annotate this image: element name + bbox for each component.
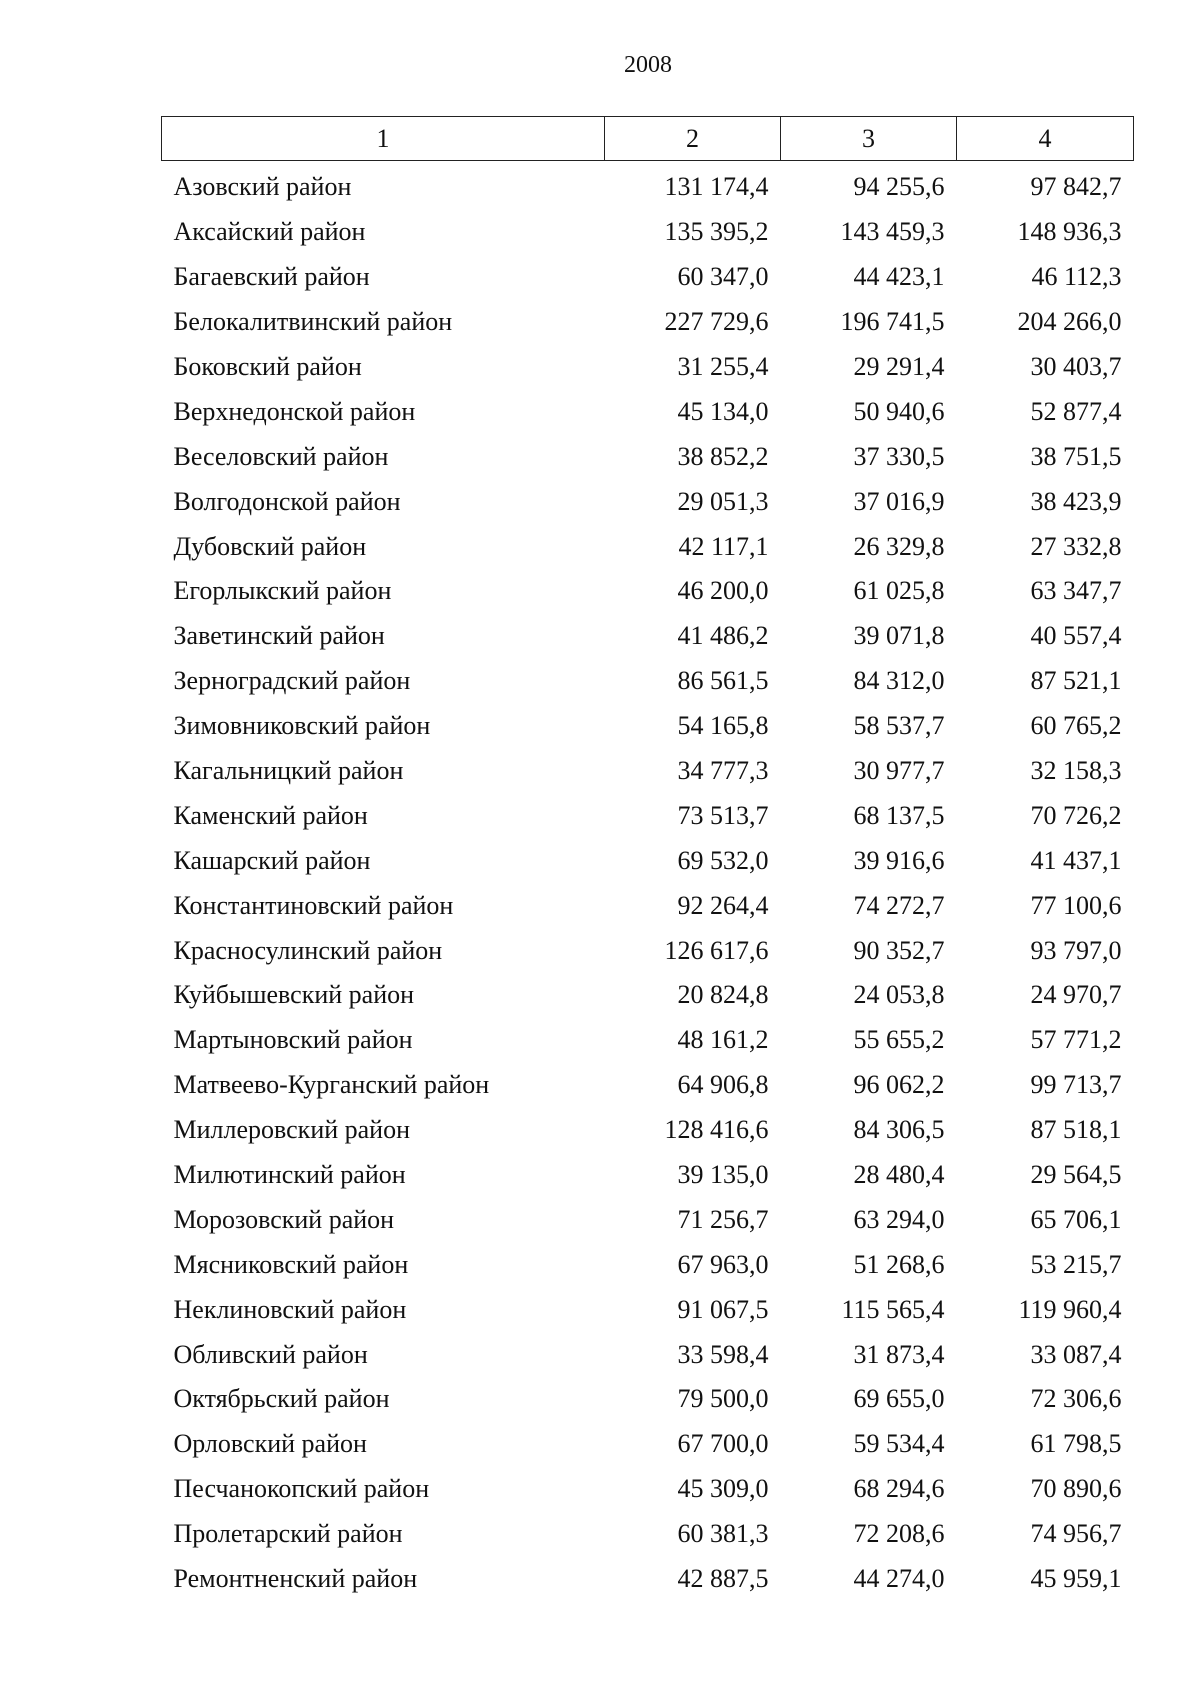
value-cell-col3: 30 977,7 xyxy=(853,756,945,786)
value-cell-col4: 148 936,3 xyxy=(1017,217,1122,247)
value-cell-col3: 72 208,6 xyxy=(853,1519,945,1549)
district-name-cell: Константиновский район xyxy=(173,890,454,920)
table-header xyxy=(162,117,1134,161)
table-row xyxy=(162,793,1134,838)
table-row xyxy=(162,1108,1134,1153)
table-row xyxy=(162,1287,1134,1332)
value-cell-col3: 39 916,6 xyxy=(853,845,945,875)
district-name-cell: Кашарский район xyxy=(173,845,371,875)
header-row xyxy=(162,117,1134,161)
value-cell-col2: 45 309,0 xyxy=(677,1474,769,1504)
table-row xyxy=(162,973,1134,1018)
table-row xyxy=(162,210,1134,255)
value-cell-col2: 79 500,0 xyxy=(677,1384,769,1414)
column-header-3: 3 xyxy=(781,117,957,161)
table-row xyxy=(162,928,1134,973)
value-cell-col2: 33 598,4 xyxy=(677,1339,769,1369)
value-cell-col4: 119 960,4 xyxy=(1018,1294,1122,1324)
district-name-cell: Заветинский район xyxy=(173,621,385,651)
value-cell-col2: 71 256,7 xyxy=(677,1204,769,1234)
table-body xyxy=(162,161,1134,1602)
table-row xyxy=(162,345,1134,390)
value-cell-col2: 128 416,6 xyxy=(664,1115,769,1145)
district-name-cell: Аксайский район xyxy=(173,217,366,247)
district-name-cell: Белокалитвинский район xyxy=(173,307,453,337)
table-row xyxy=(162,1197,1134,1242)
value-cell-col4: 24 970,7 xyxy=(1030,980,1122,1010)
district-name-cell: Морозовский район xyxy=(173,1204,395,1234)
district-name-cell: Пролетарский район xyxy=(173,1519,403,1549)
district-name-cell: Матвеево-Курганский район xyxy=(173,1070,490,1100)
value-cell-col4: 41 437,1 xyxy=(1030,845,1122,875)
value-cell-col4: 72 306,6 xyxy=(1030,1384,1122,1414)
district-name-cell: Мясниковский район xyxy=(173,1249,409,1279)
value-cell-col4: 77 100,6 xyxy=(1030,890,1122,920)
table-row xyxy=(162,524,1134,569)
district-name-cell: Миллеровский район xyxy=(173,1115,411,1145)
value-cell-col3: 44 423,1 xyxy=(853,262,945,292)
value-cell-col4: 70 890,6 xyxy=(1030,1474,1122,1504)
value-cell-col3: 28 480,4 xyxy=(853,1160,945,1190)
value-cell-col3: 68 137,5 xyxy=(853,800,945,830)
value-cell-col2: 48 161,2 xyxy=(677,1025,769,1055)
value-cell-col3: 59 534,4 xyxy=(853,1429,945,1459)
column-header-1: 1 xyxy=(162,117,605,161)
district-name-cell: Куйбышевский район xyxy=(173,980,415,1010)
value-cell-col3: 26 329,8 xyxy=(853,531,945,561)
value-cell-col3: 69 655,0 xyxy=(853,1384,945,1414)
value-cell-col2: 42 887,5 xyxy=(677,1564,769,1594)
value-cell-col2: 60 381,3 xyxy=(677,1519,769,1549)
value-cell-col4: 61 798,5 xyxy=(1030,1429,1122,1459)
table-row xyxy=(162,704,1134,749)
value-cell-col2: 64 906,8 xyxy=(677,1070,769,1100)
value-cell-col4: 46 112,3 xyxy=(1031,262,1122,292)
value-cell-col3: 74 272,7 xyxy=(853,890,945,920)
district-name-cell: Азовский район xyxy=(173,172,352,202)
value-cell-col2: 42 117,1 xyxy=(678,531,769,561)
value-cell-col4: 27 332,8 xyxy=(1030,531,1122,561)
value-cell-col4: 29 564,5 xyxy=(1030,1160,1122,1190)
value-cell-col4: 38 423,9 xyxy=(1030,486,1122,516)
value-cell-col4: 32 158,3 xyxy=(1030,756,1122,786)
table-row xyxy=(162,569,1134,614)
district-name-cell: Егорлыкский район xyxy=(173,576,392,606)
column-header-4: 4 xyxy=(957,117,1134,161)
district-name-cell: Волгодонской район xyxy=(173,486,401,516)
value-cell-col3: 29 291,4 xyxy=(853,352,945,381)
value-cell-col4: 45 959,1 xyxy=(1030,1564,1122,1594)
value-cell-col4: 33 087,4 xyxy=(1030,1339,1122,1369)
table-row xyxy=(162,614,1134,659)
value-cell-col2: 126 617,6 xyxy=(664,935,769,965)
value-cell-col3: 90 352,7 xyxy=(853,935,945,965)
value-cell-col3: 58 537,7 xyxy=(853,711,945,741)
district-name-cell: Каменский район xyxy=(173,800,368,830)
table-row xyxy=(162,1377,1134,1422)
table-row xyxy=(162,300,1134,345)
value-cell-col4: 93 797,0 xyxy=(1030,935,1122,965)
value-cell-col4: 57 771,2 xyxy=(1030,1025,1122,1055)
district-data-table xyxy=(161,116,1134,1602)
district-name-cell: Октябрьский район xyxy=(173,1384,390,1414)
value-cell-col2: 67 963,0 xyxy=(677,1249,769,1279)
value-cell-col2: 54 165,8 xyxy=(677,711,769,741)
value-cell-col3: 68 294,6 xyxy=(853,1474,945,1504)
value-cell-col3: 37 330,5 xyxy=(853,441,945,471)
value-cell-col2: 92 264,4 xyxy=(677,890,769,920)
value-cell-col3: 24 053,8 xyxy=(853,980,945,1010)
district-name-cell: Кагальницкий район xyxy=(173,756,404,786)
table-row xyxy=(162,389,1134,434)
table-row xyxy=(162,1557,1134,1602)
value-cell-col3: 44 274,0 xyxy=(853,1564,945,1594)
value-cell-col4: 99 713,7 xyxy=(1030,1070,1122,1100)
table-row xyxy=(162,1512,1134,1557)
district-name-cell: Дубовский район xyxy=(173,531,367,561)
value-cell-col2: 46 200,0 xyxy=(677,576,769,606)
value-cell-col4: 87 518,1 xyxy=(1030,1115,1122,1145)
value-cell-col3: 37 016,9 xyxy=(853,486,945,516)
table-row xyxy=(162,1467,1134,1512)
value-cell-col2: 31 255,4 xyxy=(677,352,769,381)
district-name-cell: Мартыновский район xyxy=(173,1025,413,1055)
table-row xyxy=(162,255,1134,300)
value-cell-col2: 227 729,6 xyxy=(664,307,769,337)
value-cell-col3: 143 459,3 xyxy=(840,217,945,247)
value-cell-col2: 131 174,4 xyxy=(664,172,769,202)
value-cell-col4: 87 521,1 xyxy=(1030,666,1122,696)
table-row xyxy=(162,1153,1134,1198)
district-name-cell: Зимовниковский район xyxy=(173,711,431,741)
table-row xyxy=(162,1018,1134,1063)
value-cell-col4: 40 557,4 xyxy=(1030,621,1122,651)
value-cell-col2: 135 395,2 xyxy=(664,217,769,247)
value-cell-col2: 41 486,2 xyxy=(677,621,769,651)
value-cell-col4: 74 956,7 xyxy=(1030,1519,1122,1549)
value-cell-col2: 91 067,5 xyxy=(677,1294,769,1324)
table-row xyxy=(162,659,1134,704)
value-cell-col2: 34 777,3 xyxy=(677,756,769,786)
value-cell-col2: 45 134,0 xyxy=(677,396,769,426)
table-row xyxy=(162,883,1134,928)
value-cell-col4: 52 877,4 xyxy=(1030,396,1122,426)
value-cell-col4: 97 842,7 xyxy=(1030,172,1122,202)
value-cell-col3: 84 306,5 xyxy=(853,1115,945,1145)
value-cell-col4: 30 403,7 xyxy=(1030,352,1122,381)
value-cell-col2: 69 532,0 xyxy=(677,845,769,875)
value-cell-col3: 55 655,2 xyxy=(853,1025,945,1055)
value-cell-col3: 61 025,8 xyxy=(853,576,945,606)
district-name-cell: Орловский район xyxy=(173,1429,367,1459)
value-cell-col2: 73 513,7 xyxy=(677,800,769,830)
value-cell-col3: 51 268,6 xyxy=(853,1249,945,1279)
value-cell-col4: 63 347,7 xyxy=(1030,576,1122,606)
district-name-cell: Верхнедонской район xyxy=(173,396,416,426)
table-row xyxy=(162,161,1134,210)
value-cell-col2: 29 051,3 xyxy=(677,486,769,516)
value-cell-col3: 115 565,4 xyxy=(841,1294,945,1324)
value-cell-col2: 39 135,0 xyxy=(677,1160,769,1190)
value-cell-col4: 53 215,7 xyxy=(1030,1249,1122,1279)
table-row xyxy=(162,479,1134,524)
value-cell-col4: 65 706,1 xyxy=(1030,1204,1122,1234)
value-cell-col3: 196 741,5 xyxy=(840,307,945,337)
data-table-container xyxy=(161,116,1133,1602)
value-cell-col3: 50 940,6 xyxy=(853,396,945,426)
page-number: 2008 xyxy=(624,52,672,78)
value-cell-col4: 60 765,2 xyxy=(1030,711,1122,741)
district-name-cell: Боковский район xyxy=(173,352,362,381)
table-row xyxy=(162,749,1134,794)
table-row xyxy=(162,1242,1134,1287)
table-row xyxy=(162,1422,1134,1467)
district-name-cell: Красносулинский район xyxy=(173,935,443,965)
value-cell-col2: 60 347,0 xyxy=(677,262,769,292)
column-header-2: 2 xyxy=(605,117,781,161)
value-cell-col2: 86 561,5 xyxy=(677,666,769,696)
district-name-cell: Неклиновский район xyxy=(173,1294,407,1324)
district-name-cell: Обливский район xyxy=(173,1339,368,1369)
district-name-cell: Веселовский район xyxy=(173,441,389,471)
value-cell-col3: 39 071,8 xyxy=(853,621,945,651)
table-row xyxy=(162,434,1134,479)
value-cell-col4: 38 751,5 xyxy=(1030,441,1122,471)
value-cell-col3: 94 255,6 xyxy=(853,172,945,202)
district-name-cell: Ремонтненский район xyxy=(173,1564,418,1594)
table-row xyxy=(162,1332,1134,1377)
district-name-cell: Зерноградский район xyxy=(173,666,411,696)
value-cell-col3: 96 062,2 xyxy=(853,1070,945,1100)
value-cell-col3: 84 312,0 xyxy=(853,666,945,696)
value-cell-col4: 204 266,0 xyxy=(1017,307,1122,337)
value-cell-col2: 67 700,0 xyxy=(677,1429,769,1459)
value-cell-col2: 38 852,2 xyxy=(677,441,769,471)
district-name-cell: Песчанокопский район xyxy=(173,1474,430,1504)
value-cell-col3: 31 873,4 xyxy=(853,1339,945,1369)
value-cell-col4: 70 726,2 xyxy=(1030,800,1122,830)
district-name-cell: Милютинский район xyxy=(173,1160,406,1190)
table-row xyxy=(162,1063,1134,1108)
table-row xyxy=(162,838,1134,883)
value-cell-col3: 63 294,0 xyxy=(853,1204,945,1234)
value-cell-col2: 20 824,8 xyxy=(677,980,769,1010)
district-name-cell: Багаевский район xyxy=(173,262,370,292)
